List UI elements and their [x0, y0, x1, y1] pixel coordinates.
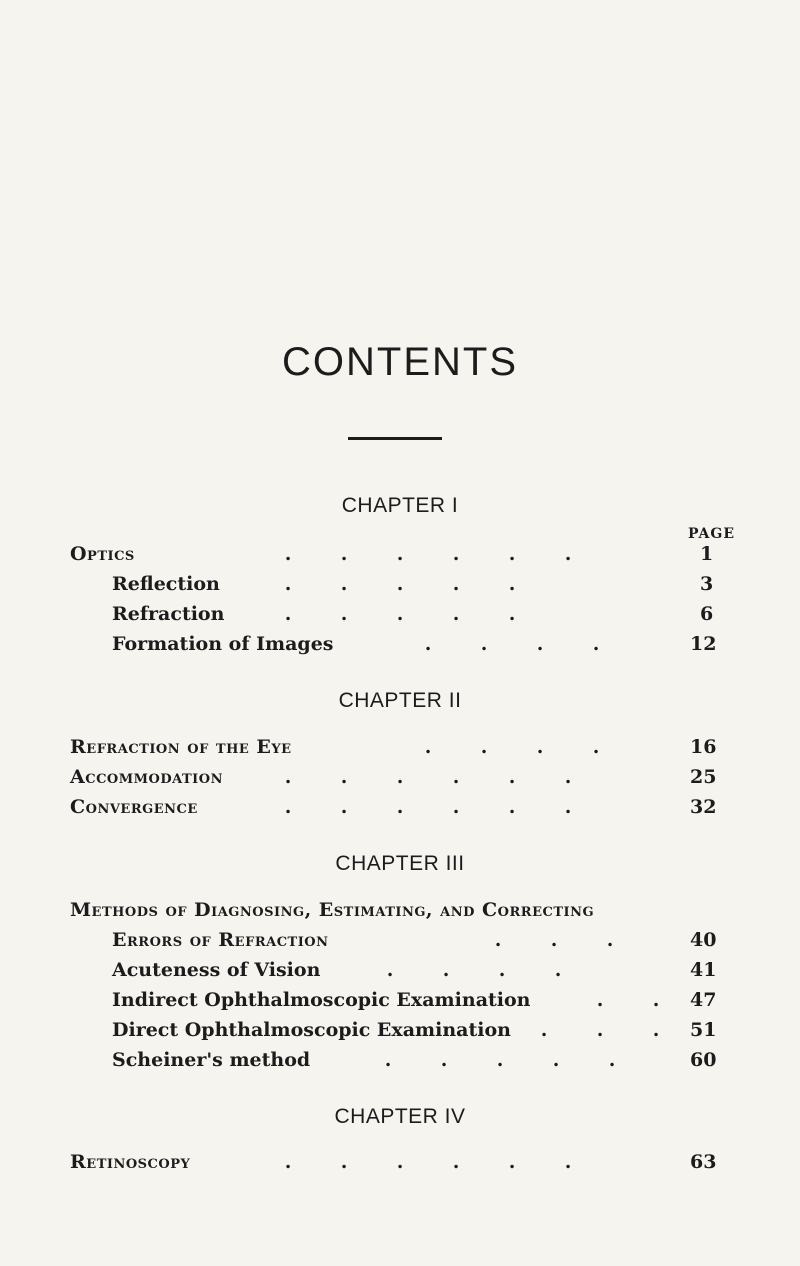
toc-entry-page: 40	[690, 929, 717, 951]
leader-dots: . . . . .	[384, 1049, 616, 1071]
leader-dots: . . . .	[424, 736, 600, 758]
toc-entry-label: Retinoscopy	[70, 1151, 191, 1173]
leader-dots: . . . . . .	[284, 1151, 572, 1173]
leader-dots: . . . . .	[284, 573, 516, 595]
page-column-label: PAGE	[688, 526, 735, 542]
toc-entry-page: 25	[690, 766, 717, 788]
title-rule	[348, 437, 442, 440]
chapter-1-heading: CHAPTER I	[341, 494, 459, 517]
toc-entry-reflection[interactable]	[112, 569, 714, 599]
leader-dots: . . . . . .	[284, 543, 572, 565]
chapter-3-heading: CHAPTER III	[335, 852, 465, 875]
page-title: CONTENTS	[282, 340, 518, 384]
leader-dots: . .	[596, 989, 660, 1011]
toc-entry-formation-of-images[interactable]	[112, 629, 717, 659]
chapter-2-heading: CHAPTER II	[338, 689, 462, 712]
toc-entry-label: Acuteness of Vision	[112, 959, 321, 981]
toc-entry-label: Optics	[70, 543, 135, 565]
toc-entry-convergence[interactable]	[70, 792, 717, 822]
leader-dots: . . .	[540, 1019, 660, 1041]
toc-entry-label: Accommodation	[70, 766, 223, 788]
chapter-4-heading: CHAPTER IV	[334, 1105, 466, 1128]
toc-entry-label: Scheiner's method	[112, 1049, 311, 1071]
toc-entry-page: 6	[700, 603, 714, 625]
toc-entry-label: Refraction	[112, 603, 225, 625]
leader-dots: . . . .	[386, 959, 562, 981]
toc-entry-direct-ophthalmoscopic[interactable]	[112, 1015, 717, 1045]
toc-entry-accommodation[interactable]	[70, 762, 717, 792]
leader-dots: . . . . . .	[284, 766, 572, 788]
leader-dots: . . . .	[424, 633, 600, 655]
toc-entry-label: Errors of Refraction	[112, 929, 329, 951]
toc-entry-label: Direct Ophthalmoscopic Examination	[112, 1019, 511, 1041]
toc-entry-label: Methods of Diagnosing, Estimating, and Correcting	[70, 899, 595, 921]
toc-entry-acuteness-of-vision[interactable]	[112, 955, 717, 985]
toc-entry-optics[interactable]	[70, 539, 714, 569]
toc-entry-methods[interactable]	[70, 895, 710, 925]
toc-entry-label: Refraction of the Eye	[70, 736, 292, 758]
leader-dots: . . . . . .	[284, 796, 572, 818]
toc-entry-page: 60	[690, 1049, 717, 1071]
toc-entry-label: Reflection	[112, 573, 220, 595]
toc-entry-page: 51	[690, 1019, 717, 1041]
toc-entry-label: Convergence	[70, 796, 198, 818]
toc-entry-page: 32	[690, 796, 717, 818]
toc-entry-refraction-of-the-eye[interactable]	[70, 732, 717, 762]
toc-entry-label: Formation of Images	[112, 633, 334, 655]
toc-entry-page: 41	[690, 959, 717, 981]
toc-entry-scheiners-method[interactable]	[112, 1045, 717, 1075]
toc-entry-retinoscopy[interactable]	[70, 1147, 717, 1177]
leader-dots: . . . . .	[284, 603, 516, 625]
toc-entry-errors-of-refraction[interactable]	[112, 925, 717, 955]
leader-dots: . . .	[494, 929, 614, 951]
toc-entry-refraction[interactable]	[112, 599, 714, 629]
toc-entry-page: 16	[690, 736, 717, 758]
toc-entry-label: Indirect Ophthalmoscopic Examination	[112, 989, 531, 1011]
toc-entry-page: 63	[690, 1151, 717, 1173]
toc-entry-page: 12	[690, 633, 717, 655]
toc-entry-page: 1	[700, 543, 714, 565]
toc-entry-page: 47	[690, 989, 717, 1011]
toc-entry-indirect-ophthalmoscopic[interactable]	[112, 985, 717, 1015]
toc-entry-page: 3	[700, 573, 714, 595]
